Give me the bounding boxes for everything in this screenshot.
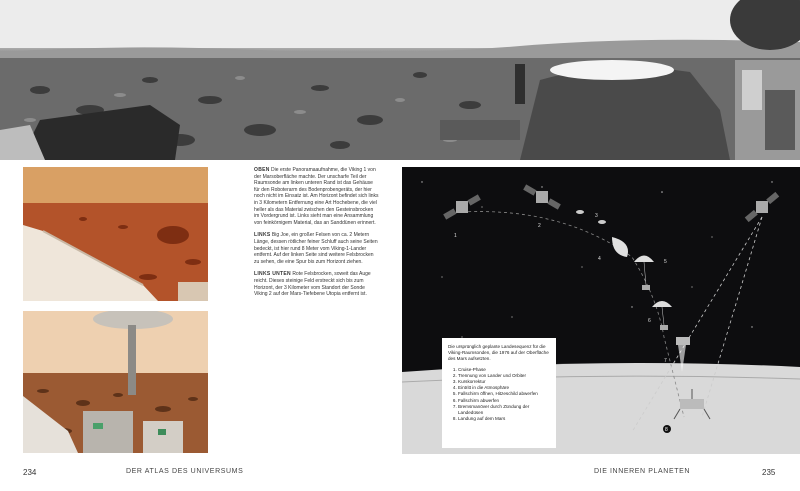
diagram-number-7: 7 <box>664 358 667 364</box>
caption-left-bottom-label: LINKS UNTEN <box>254 271 291 278</box>
caption-left-label: LINKS <box>254 232 271 239</box>
legend-item: 1. Cruise-Phase <box>458 367 550 373</box>
caption-column <box>254 167 379 304</box>
page-number-right: 235 <box>762 468 776 477</box>
caption-left-bottom-text: Rote Felsbrocken, soweit das Auge reicht. Dieses steinige Feld erstreckt sich bis zum Horizont, der 3 Kilometer vom Standort der Sonde Viking 2 auf der Mars-Tiefebene Utopia entfernt ist. <box>254 271 371 298</box>
legend-item: 6. Fallschirm abwerfen <box>458 398 550 404</box>
legend-box <box>442 338 556 448</box>
legend-item: 3. Kurskorrektur <box>458 379 550 385</box>
caption-left-text: Big Joe, ein großer Felsen von ca. 2 Metern Länge, dessen rötlicher feiner Schluff auch seine Seiten bedeckt, ist hier rund 8 Meter vom Viking-1-Lander entfernt. Auf der linken Seite sind weitere Felsbrocken zu sehen, die eine Spur bis zum Horizont ziehen. <box>254 232 378 265</box>
big-joe-photo <box>23 167 208 301</box>
page-number-left: 234 <box>23 468 37 477</box>
diagram-number-3: 3 <box>595 213 598 219</box>
legend-item: 8. Landung auf dem Mars <box>458 416 550 422</box>
diagram-number-6: 6 <box>648 318 651 324</box>
diagram-number-5: 5 <box>664 259 667 265</box>
legend-item: 7. Bremsmanöver durch Zündung der Landedüsen <box>458 404 550 416</box>
diagram-number-1: 1 <box>454 233 457 239</box>
legend-item: 2. Trennung von Lander und Orbiter <box>458 373 550 379</box>
utopia-photo <box>23 311 208 453</box>
legend-item: 5. Fallschirm öffnen, Hitzeschild abwerfen <box>458 391 550 397</box>
running-title-left: DER ATLAS DES UNIVERSUMS <box>126 468 244 475</box>
panorama-photo <box>0 0 800 160</box>
caption-left <box>254 232 379 265</box>
legend-list <box>448 367 550 423</box>
caption-top-text: Die erste Panoramaaufnahme, die Viking 1 von der Marsoberfläche machte. Der unscharfe Teil der Raumsonde am linken unteren Rand ist das Gehäuse für den Roboterarm des Bodenprobengeräts, der hier noch nicht im Einsatz ist. Am Horizont befindet sich links in 3 Kilometern Entfernung eine Art Hochebene, die viel heller als das Material zwischen den Gesteinsbrocken im Vordergrund ist. Links sieht man eine Ansammlung von feinkörnigem Material, das an Sanddünen erinnert. <box>254 167 379 226</box>
diagram-number-8: 8 <box>665 427 668 433</box>
caption-left-bottom <box>254 271 379 297</box>
panorama-landscape <box>0 0 800 160</box>
caption-top <box>254 167 379 226</box>
caption-top-label: OBEN <box>254 167 270 173</box>
big-joe-scene <box>23 167 208 301</box>
running-title-right: DIE INNEREN PLANETEN <box>594 468 691 475</box>
legend-item: 4. Eintritt in die Atmosphäre <box>458 385 550 391</box>
diagram-number-4: 4 <box>598 256 601 262</box>
legend-intro: Die ursprünglich geplante Landesequenz für die Viking-Raumsonden, die 1976 auf der Oberfläche des Mars aufsetzten. <box>448 344 549 362</box>
diagram-number-2: 2 <box>538 223 541 229</box>
utopia-scene <box>23 311 208 453</box>
